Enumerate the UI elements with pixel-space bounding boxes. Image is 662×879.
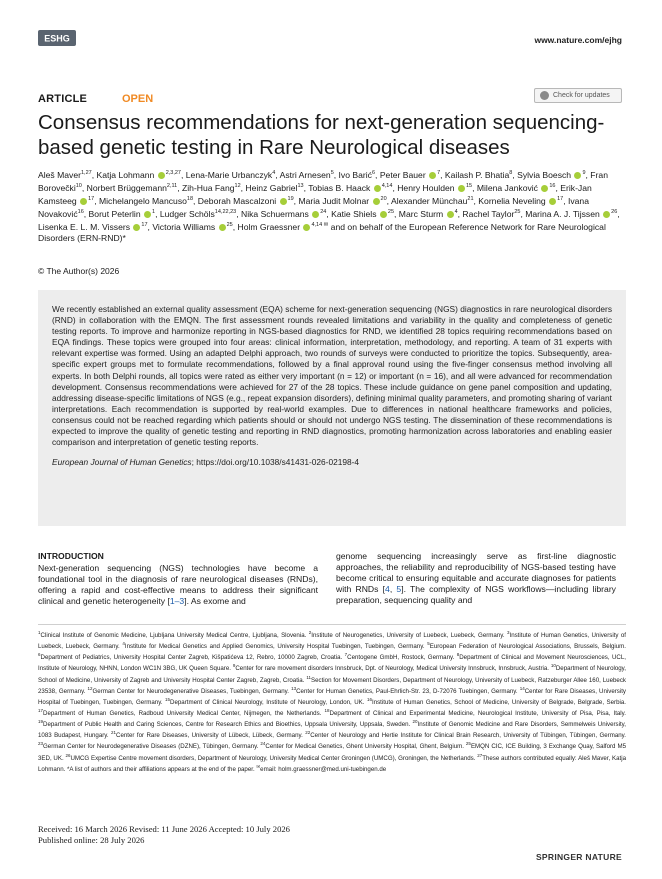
affiliations: $^1$Clinical Institute of Genomic Medicine, Ljubljana University Medical Centre, Ljubljana, Slovenia. $^2$Institute of Neurogenetics, University of Luebeck, Luebeck, Germany. $^3$Institute of Human Genetics, University of Luebeck, Luebeck, Germany. $^4$Institute for Medical Genetics and Applied Genomics, University Hospital Tuebingen, Tuebingen, Germany. $^5$European Federation of Neurological Associations, Brussels, Belgium. $^6$Department of Pediatrics, University Hospital Center Zagreb, Kišpatićeva 12, Rebro, 10000 Zagreb, Croatia. $^7$Centogene GmbH, Rostock, Germany. $^8$Department of Clinical and Movement Neurosciences, UCL, Institute of Neurology, NHNN, London WC1N 3BG, UK Queen Square. $^9$Center for rare movement disorders Innsbruck, Dpt. of Neurology, Medical University Innsbruck, Innsbruck, Austria. $^{10}$Department of Neurology, School of Medicine, University of Zagreb and University Hospital Center Zagreb, Zagreb, Croatia. $^{11}$Section for Movement Disorders, Department of Neurology, University of Luebeck, Ratzeburger Allee 160, Luebeck 23538, Germany. $^{12}$German Center for Neurodegenerative Diseases, Tuebingen, Germany. $^{13}$Center for Human Genetics, Paul-Ehrlich-Str. 23, D-72076 Tuebingen, Germany. $^{14}$Center for Rare Diseases, University Hospital of Tuebingen, Tuebingen, Germany. $^{15}$Department of Clinical Neurology, Institute of Neurology, London, UK. $^{16}$Institute of Human Genetics, School of Medicine, University of Belgrade, Belgrade, Serbia. $^{17}$Department of Human Genetics, Radboud University Medical Center, Nijmegen, the Netherlands. $^{18}$Department of Clinical and Experimental Medicine, Neurological Institute, University of Pisa, Pisa, Italy. $^{19}$Department of Public Health and Caring Sciences, Centre for Research Ethics and Bioethics, Uppsala University, Uppsala, Sweden. $^{20}$Institute of Genomic Medicine and Rare Disorders, Semmelweis University, 1083 Budapest, Hungary. $^{21}$Center for Rare Diseases, University of Lübeck, Lübeck, Germany. $^{22}$Center of Neurology and Hertie Institute for Clinical Brain Research, University of Tübingen, Tübingen, Germany. $^{23}$German Center for Neurodegenerative Diseases (DZNE), Tübingen, Germany. $^{24}$Center for Medical Genetics, Ghent University Hospital, Ghent, Belgium. $^{25}$EMQN CIC, ICE Building, 3 Exchange Quay, Salford M5 3ED, UK. $^{26}$UMCG Expertise Centre movement disorders, Department of Neurology, University Medical Center Groningen (UMCG), Groningen, the Netherlands. $^{27}$These authors contributed equally: Aleš Maver, Katja Lohmann. *A list of authors and their affiliations appears at the end of the paper. ✉email: holm.graessner@med.uni-tuebingen.de <box>38 630 627 773</box>
publication-dates <box>38 824 290 845</box>
reference-link[interactable]: 5 <box>396 584 402 594</box>
orcid-icon[interactable] <box>429 172 436 179</box>
check-for-updates-button[interactable] <box>534 88 622 103</box>
orcid-icon[interactable] <box>603 211 610 218</box>
orcid-icon[interactable] <box>158 172 165 179</box>
crossmark-icon <box>540 91 549 100</box>
author-list: Aleš Maver$^{1,27}$, Katja Lohmann $^{2,3,27}$, Lena-Marie Urbanczyk$^4$, Astri Arnesen$^5$, Ivo Barić$^6$, Peter Bauer $^7$, Kailash P. Bhatia$^8$, Sylvia Boesch $^9$, Fran Borovečki$^{10}$, Norbert Brüggemann$^{2,11}$, Zih-Hua Fang$^{12}$, Heinz Gabriel$^{13}$, Tobias B. Haack $^{4,14}$, Henry Houlden $^{15}$, Milena Janković $^{16}$, Erik-Jan Kamsteeg $^{17}$, Michelangelo Mancuso$^{18}$, Deborah Mascalzoni $^{19}$, Maria Judit Molnar $^{20}$, Alexander Münchau$^{21}$, Kornelia Neveling $^{17}$, Ivana Novaković$^{16}$, Borut Peterlin $^1$, Ludger Schöls$^{14,22,23}$, Nika Schuermans $^{24}$, Katie Shiels $^{25}$, Marc Sturm $^4$, Rachel Taylor$^{25}$, Marina A. J. Tijssen $^{26}$, Lisenka E. L. M. Vissers $^{17}$, Victoria Williams $^{25}$, Holm Graessner $^{4,14 ✉}$ and on behalf of the European Reference Network for Rare Neurological Disorders (ERN-RND)* <box>38 169 620 244</box>
intro-column-right: genome sequencing increasingly serve as first-line diagnostic approaches, the reliability and reproducibility of NGS-based testing have become critical to ensuring equitable and accurate diagnoses for patients with RNDs [4, 5]. The complexity of NGS workflows—including library preparation, sequencing quality and <box>336 551 616 605</box>
orcid-icon[interactable] <box>374 185 381 192</box>
citation-line <box>52 457 612 468</box>
article-title: Consensus recommendations for next-generation sequencing-based genetic testing in Rare Neurological diseases <box>38 111 605 159</box>
orcid-icon[interactable] <box>280 198 287 205</box>
received-dates: Received: 16 March 2026 Revised: 11 June 2026 Accepted: 10 July 2026 <box>38 824 290 834</box>
orcid-icon[interactable] <box>80 198 87 205</box>
orcid-icon[interactable] <box>312 211 319 218</box>
publisher-logo: SPRINGER NATURE <box>535 852 622 862</box>
orcid-icon[interactable] <box>219 224 226 231</box>
logo-text: ESHG <box>44 33 70 44</box>
open-access-badge: OPEN <box>122 93 154 105</box>
orcid-icon[interactable] <box>380 211 387 218</box>
orcid-icon[interactable] <box>133 224 140 231</box>
orcid-icon[interactable] <box>574 172 581 179</box>
published-online-date: Published online: 28 July 2026 <box>38 834 145 845</box>
eshg-logo <box>38 30 76 46</box>
article-type: ARTICLE <box>38 93 88 105</box>
orcid-icon[interactable] <box>447 211 454 218</box>
footnote-divider <box>38 624 626 625</box>
orcid-icon[interactable] <box>303 224 310 231</box>
reference-link[interactable]: 1–3 <box>169 596 185 606</box>
orcid-icon[interactable] <box>144 211 151 218</box>
journal-url[interactable]: www.nature.com/ejhg <box>534 35 622 45</box>
reference-link[interactable]: 4 <box>385 584 390 594</box>
abstract-text: We recently established an external quality assessment (EQA) scheme for next-generation sequencing (NGS) diagnostics in rare neurological disorders (RND) in collaboration with the EMQN. The first assessment rounds revealed limitations and variability in the quality and completeness of genetic testing reports. To improve and harmonize reporting in NGS-based diagnostics for RND, we identified 28 topics requiring recommendations based on EQA findings. These topics were grouped into four areas: clinical information, interpretation, methodology, and reporting. A team of 31 experts with relevant expertise was formed. Using an adapted Delphi approach, two rounds of surveys were conducted to prioritize the topics. Subsequently, area-specific expert groups met to formulate recommendations, followed by a final approval round using the five-finger consensus method involving all experts. In both Delphi rounds, all topics were rated as either very important (n = 12) or important (n = 16), and all were advanced for recommendation development. Consensus recommendations were achieved for 27 of the 28 topics. These include guidance on gene panel composition and updating, addressing disease-specific limitations of NGS (e.g., repeat expansion disorders), defining minimal quality parameters, and promoting sharing of variant interpretations. Each recommendation is supported by real-world examples. Due to differences in national healthcare frameworks and policies, consensus could not be reached regarding which patients should or should not undergo NGS testing. The dissemination of these recommendations is expected to improve the quality of genetic testing and reporting in RND diagnostics, promoting harmonization across laboratories and enabling easier comparison and interpretation of genetic testing reports. <box>52 304 612 448</box>
abstract-box <box>38 290 626 526</box>
orcid-icon[interactable] <box>541 185 548 192</box>
orcid-icon[interactable] <box>373 198 380 205</box>
section-heading-introduction: INTRODUCTION <box>38 551 104 561</box>
orcid-icon[interactable] <box>458 185 465 192</box>
citation-journal: European Journal of Human Genetics <box>52 457 192 468</box>
orcid-icon[interactable] <box>549 198 556 205</box>
citation-doi[interactable]: ; https://doi.org/10.1038/s41431-026-02198-4 <box>191 457 360 468</box>
copyright: © The Author(s) 2026 <box>38 266 120 276</box>
intro-column-left: Next-generation sequencing (NGS) technologies have become a foundational tool in the diagnosis of rare neurological diseases (RNDs), offering a rapid and cost-effective means to address their significant clinical and genetic heterogeneity [1–3]. As exome and <box>38 563 318 606</box>
check-for-updates-label: Check for updates <box>553 92 610 99</box>
